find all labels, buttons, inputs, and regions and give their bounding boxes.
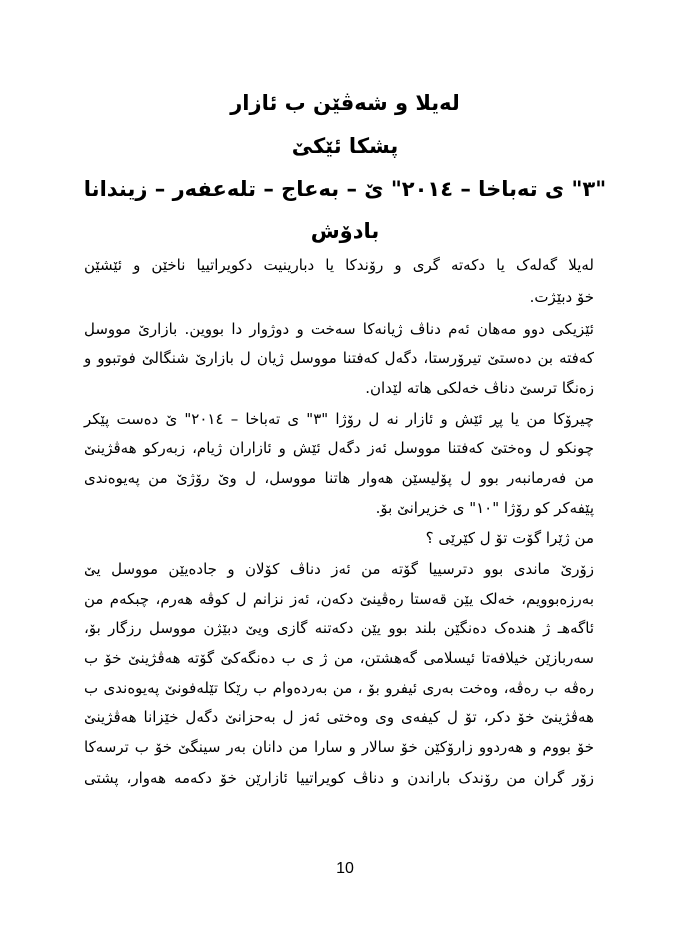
body-line: ئاگەهـ ژ هندەک دەنگێن بلند بوو یێن دکەتنە گازی ویێ دبێژن مووسل رزگار بۆ، xyxy=(84,619,594,637)
page-number: 10 xyxy=(336,860,354,877)
body-line: هەڤژینێ خۆ دکر، تۆ ل کیفەی وی وەختی ئەز ل بەحزانێ دگەل خێزانا هەڤژینێ xyxy=(84,708,594,726)
body-line: زەنگا ترسێ دناڤ خەلکی هاتە لێدان. xyxy=(365,379,594,397)
section-heading: بادۆش xyxy=(310,219,380,243)
body-line: خۆ بووم و هەردوو زارۆکێن خۆ سالار و سارا من دانان بەر سینگێ خۆ ب ترسەکا xyxy=(84,738,594,756)
body-line: من فەرمانبەر بوو ل پۆلیسێن هەوار هاتنا مووسل، ل وێ رۆژێ من پەیوەندی xyxy=(84,469,594,487)
body-line: زۆر گران من رۆندک باراندن و دناڤ کویراتییا ئازارێن خۆ دکەمە هەوار، پشتی xyxy=(84,769,594,787)
body-line: بەرزەبوویم، خەلک یێن قەستا رەڤینێ دکەن، ئەز نزانم ل کوڤە هەرم، چبکەم من xyxy=(84,590,594,608)
body-line: کەفتە بن دەستێ تیرۆرستا، دگەل کەفتنا مووسل ژیان ل بازارێ شنگالێ فوتبوو و xyxy=(84,349,594,367)
body-line: لەیلا گەلەک یا دکەتە گری و رۆندکا یا دبارینیت دکویراتییا ناخێن و ئێشێن xyxy=(84,256,594,274)
body-line: سەربازێن خیلافەتا ئیسلامی گەهشتن، من ژ ی ب دەنگەکێ گۆتە هەڤژینێ خۆ ب xyxy=(84,649,594,667)
document-title: لەیلا و شەڤێن ب ئازار xyxy=(230,91,460,115)
body-line: خۆ دبێژت. xyxy=(529,288,594,306)
body-line: چیرۆکا من یا پڕ ئێش و ئازار نە ل رۆژا "٣" ی تەباخا – ٢٠١٤" ێ دەست پێکر xyxy=(84,410,594,428)
body-line: من ژێرا گۆت تۆ ل کێرێی ؟ xyxy=(425,529,594,547)
body-line: زۆرێ ماندی بوو دترسییا گۆتە من ئەز دناڤ کۆلان و جادەیێن مووسل یێ xyxy=(84,560,594,578)
body-line: ئێزیکی دوو مەهان ئەم دناڤ ژیانەکا سەخت و دوژوار دا بووین. بازارێ مووسل xyxy=(84,320,594,338)
body-line: چونکو ل وەختێ کەفتنا مووسل ئەز دگەل ئێش و ئازاران ژیام، زبەرکو هەڤژینێ xyxy=(84,439,594,457)
body-line: پێفەکر کو رۆژا "١٠" ی خزیرانێ بۆ. xyxy=(375,499,594,517)
part-heading: پشکا ئێکێ xyxy=(291,134,399,158)
body-line: رەڤە ب رەڤە، وەخت بەری ئیفرو بۆ ، من بەردەوام ب رێکا تێلەفونێ پەیوەندی ب xyxy=(84,679,594,697)
date-location-heading: "٣" ی تەباخا – ٢٠١٤" ێ – بەعاج – تلەعفەر – زیندانا xyxy=(83,177,607,201)
